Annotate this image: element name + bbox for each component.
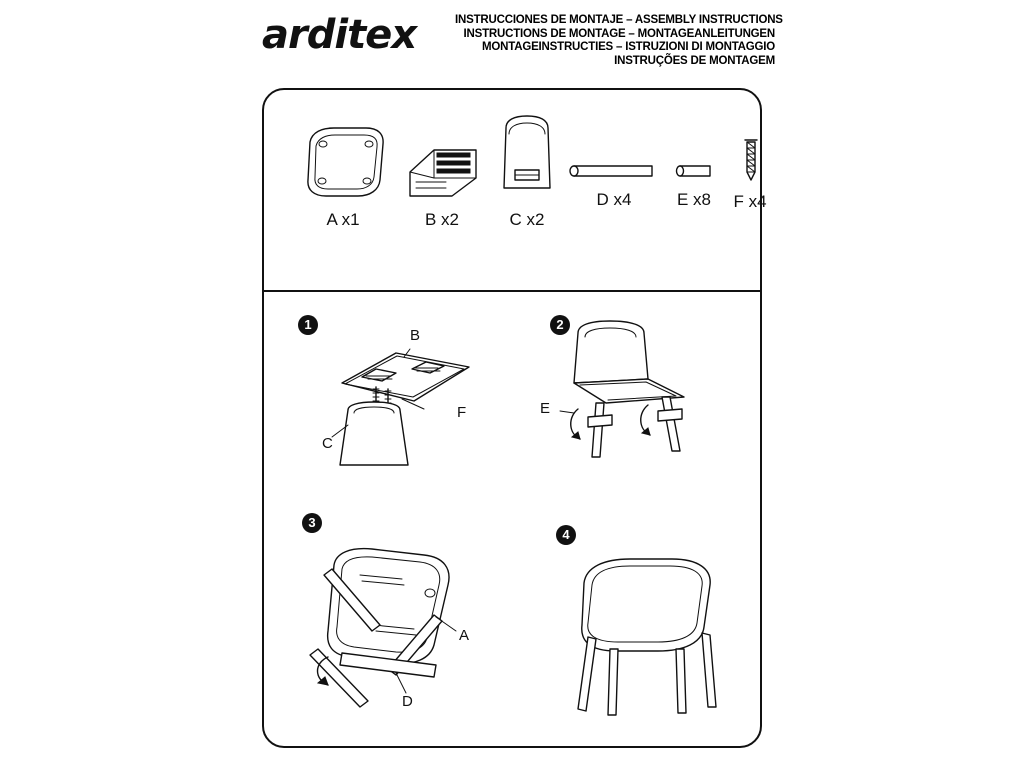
step-4-number: 4 [556, 525, 576, 545]
part-item-d [564, 150, 664, 210]
part-item-b [392, 120, 492, 230]
title-line-4: INSTRUÇÕES DE MONTAGEM [614, 54, 775, 67]
part-item-f [714, 136, 786, 212]
step-3-number: 3 [302, 513, 322, 533]
part-item-a [288, 120, 398, 230]
title-line-2: INSTRUCTIONS DE MONTAGE – MONTAGEANLEITUNGEN [463, 27, 775, 40]
step-3 [284, 505, 514, 735]
metal-bracket-icon [392, 120, 492, 210]
step-1-number: 1 [298, 315, 318, 335]
part-label-d: D x4 [596, 190, 632, 209]
long-tube-icon [564, 150, 664, 190]
parts-list [264, 90, 767, 290]
part-label-a: A x1 [326, 210, 360, 229]
step-2-callout-e: E [540, 400, 551, 417]
part-label-e: E x8 [676, 190, 712, 209]
brand-logo [262, 10, 422, 60]
part-label-f: F x4 [733, 192, 767, 211]
brand-logo-text: arditex [262, 12, 417, 58]
step-1-callout-b: B [410, 327, 421, 344]
step-3-callout-d: D [402, 693, 413, 710]
backrest-panel-icon [482, 112, 572, 210]
part-label-c: C x2 [509, 210, 545, 229]
step-4 [534, 515, 749, 730]
parts-section-divider [264, 290, 760, 292]
page-header [0, 0, 1024, 78]
step-1 [284, 305, 514, 485]
part-item-c [482, 112, 572, 230]
step-2-number: 2 [550, 315, 570, 335]
step-1-callout-c: C [322, 435, 333, 452]
title-line-3: MONTAGEINSTRUCTIES – ISTRUZIONI DI MONTAGGIO [482, 41, 775, 53]
step-3-callout-a: A [459, 627, 470, 644]
title-line-1: INSTRUCCIONES DE MONTAJE – ASSEMBLY INSTRUCTIONS [455, 14, 783, 26]
step-4-illustration [534, 515, 749, 730]
step-1-callout-f: F [457, 404, 467, 421]
step-2 [534, 305, 749, 485]
screw-icon [714, 136, 786, 192]
part-label-b: B x2 [424, 210, 460, 229]
step-1-illustration [284, 305, 514, 485]
instruction-sheet [262, 88, 767, 748]
step-3-illustration [284, 505, 514, 735]
instruction-title-block [455, 14, 783, 68]
seat-panel-icon [288, 120, 398, 210]
